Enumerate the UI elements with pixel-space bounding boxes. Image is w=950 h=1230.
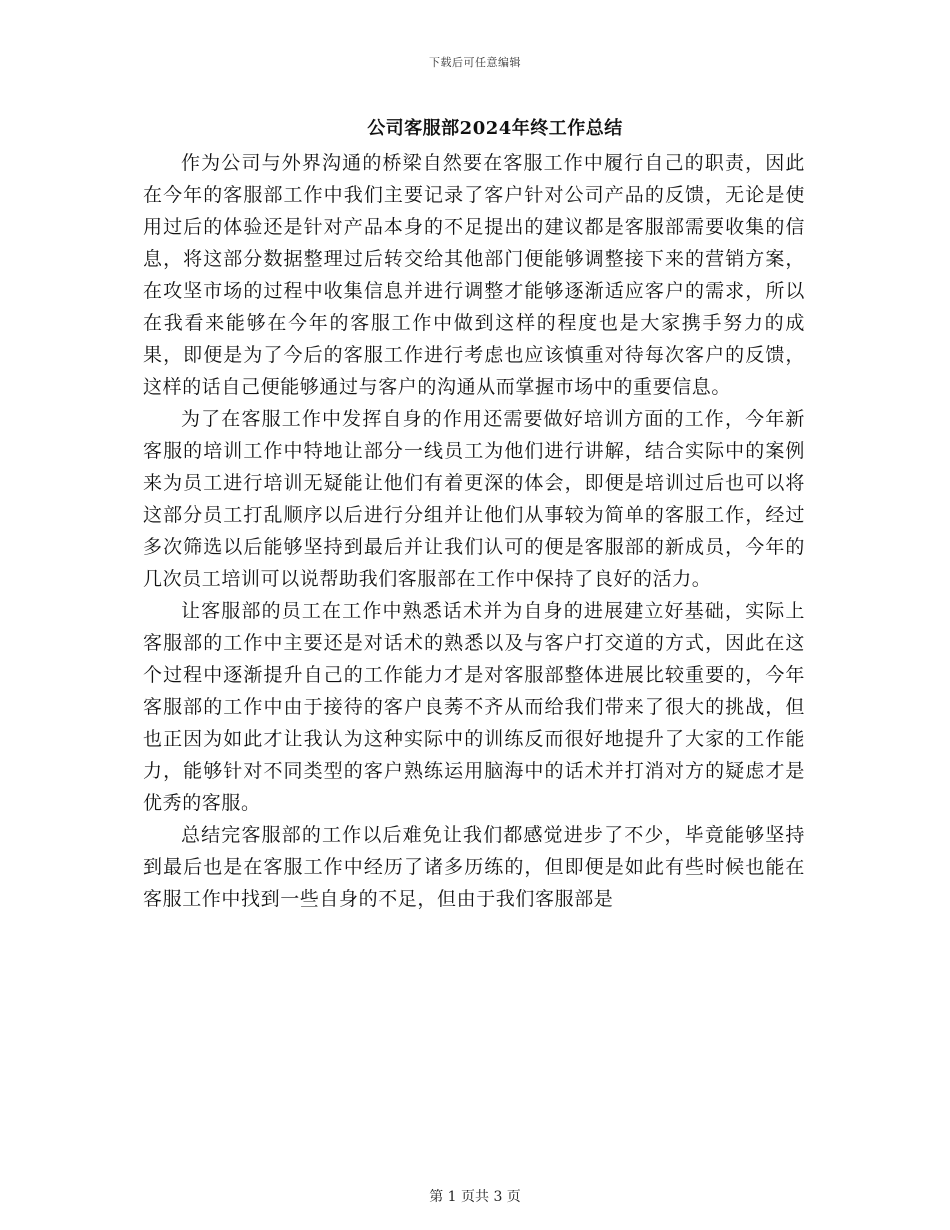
page-number: 第 1 页共 3 页 xyxy=(429,1189,521,1205)
paragraph-3: 让客服部的员工在工作中熟悉话术并为自身的进展建立好基础，实际上客服部的工作中主要还是对话术的熟悉以及与客户打交道的方式，因此在这个过程中逐渐提升自己的工作能力才是对客服部整体进展比较重要的，今年客服部的工作中由于接待的客户良莠不齐从而给我们带来了很大的挑战，但也正因为如此才让我认为这种实际中的训练反而很好地提升了大家的工作能力，能够针对不同类型的客户熟练运用脑海中的话术并打消对方的疑虑才是优秀的客服。 xyxy=(143,600,805,814)
page-header-note: 下载后可任意编辑 xyxy=(429,56,521,69)
document-title: 公司客服部2024年终工作总结 xyxy=(367,118,623,139)
paragraph-2: 为了在客服工作中发挥自身的作用还需要做好培训方面的工作，今年新客服的培训工作中特地让部分一线员工为他们进行讲解，结合实际中的案例来为员工进行培训无疑能让他们有着更深的体会，即便是培训过后也可以将这部分员工打乱顺序以后进行分组并让他们从事较为简单的客服工作，经过多次筛选以后能够坚持到最后并让我们认可的便是客服部的新成员，今年的几次员工培训可以说帮助我们客服部在工作中保持了良好的活力。 xyxy=(143,408,805,590)
document-body xyxy=(143,147,805,915)
paragraph-1: 作为公司与外界沟通的桥梁自然要在客服工作中履行自己的职责，因此在今年的客服部工作中我们主要记录了客户针对公司产品的反馈，无论是使用过后的体验还是针对产品本身的不足提出的建议都是客服部需要收集的信息，将这部分数据整理过后转交给其他部门便能够调整接下来的营销方案，在攻坚市场的过程中收集信息并进行调整才能够逐渐适应客户的需求，所以在我看来能够在今年的客服工作中做到这样的程度也是大家携手努力的成果，即便是为了今后的客服工作进行考虑也应该慎重对待每次客户的反馈，这样的话自己便能够通过与客户的沟通从而掌握市场中的重要信息。 xyxy=(143,152,805,398)
paragraph-4: 总结完客服部的工作以后难免让我们都感觉进步了不少，毕竟能够坚持到最后也是在客服工作中经历了诸多历练的，但即便是如此有些时候也能在客服工作中找到一些自身的不足，但由于我们客服部是 xyxy=(143,824,805,910)
